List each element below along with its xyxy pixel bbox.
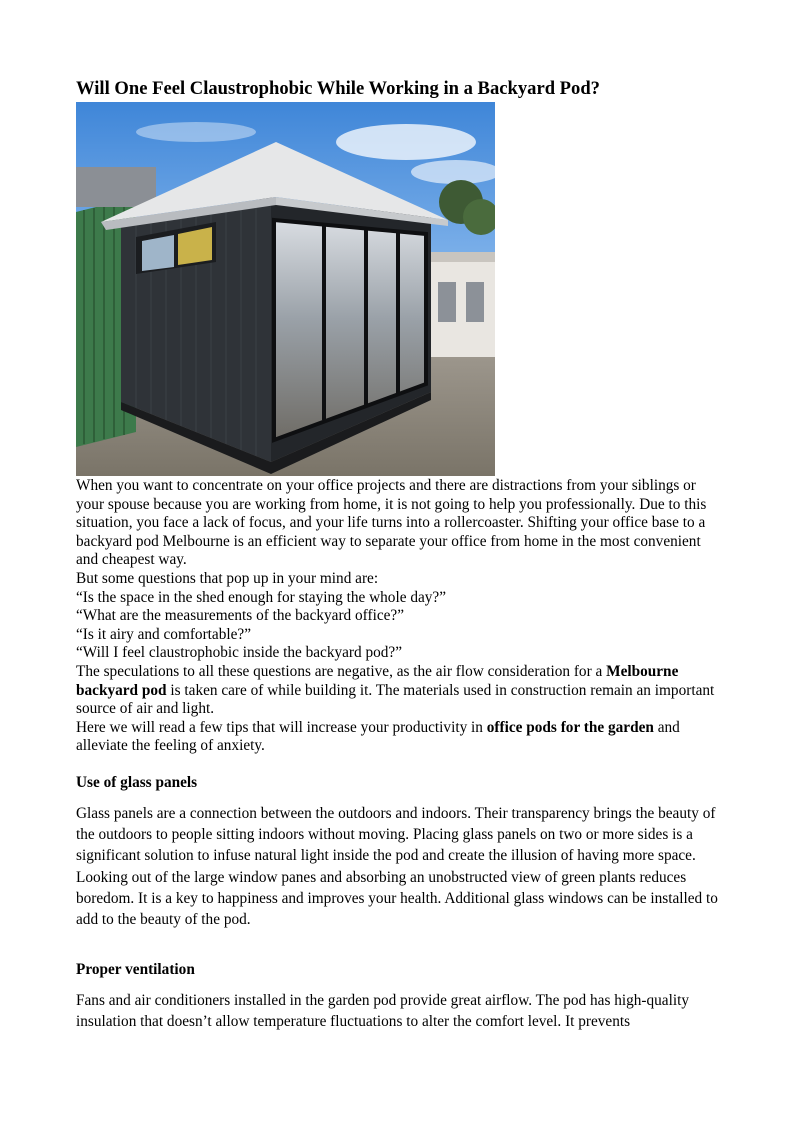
melbourne-backyard-pod-keyword: Melbourne backyard pod — [76, 662, 679, 699]
section-heading-ventilation: Proper ventilation — [76, 961, 195, 979]
speculation-paragraph — [76, 663, 718, 719]
office-pods-keyword: office pods for the garden — [486, 718, 654, 736]
article-title: Will One Feel Claustrophobic While Working in a Backyard Pod? — [76, 78, 600, 99]
question-line: “What are the measurements of the backyard office?” — [76, 607, 405, 625]
backyard-pod-photo — [76, 102, 495, 476]
speculation-text-post: is taken care of while building it. The materials used in construction remain an important source of air and light. — [76, 681, 715, 718]
speculation-text-pre: The speculations to all these questions are negative, as the air flow consideration for a — [76, 662, 607, 680]
question-line: “Is it airy and comfortable?” — [76, 625, 251, 643]
tips-text-pre: Here we will read a few tips that will increase your productivity in — [76, 718, 487, 736]
questions-lead: But some questions that pop up in your mind are: — [76, 569, 379, 587]
section-body-ventilation: Fans and air conditioners installed in the garden pod provide great airflow. The pod has high-quality insulation that doesn’t allow temperature fluctuations to alter the comfort level. It prevents — [76, 992, 689, 1031]
section-body-glass-panels: Glass panels are a connection between the outdoors and indoors. Their transparency brings the beauty of the outdoors to people sitting indoors without moving. Placing glass panels on two or more sides is a significant solution to infuse natural light inside the pod and create the illusion of having more space. Looking out of the large window panes and absorbing an unobstructed view of green plants reduces boredom. It is a key to happiness and improves your health. Additional glass windows can be installed to add to the beauty of the pod. — [76, 804, 718, 928]
tips-paragraph — [76, 719, 718, 756]
section-heading-glass-panels: Use of glass panels — [76, 773, 198, 791]
question-line: “Is the space in the shed enough for staying the whole day?” — [76, 588, 446, 606]
question-line: “Will I feel claustrophobic inside the backyard pod?” — [76, 644, 403, 662]
article-body — [76, 78, 718, 1033]
intro-paragraph: When you want to concentrate on your office projects and there are distractions from your siblings or your spouse because you are working from home, it is not going to help you professionally. Due to this situation, you face a lack of focus, and your life turns into a rollercoaster. Shifting your office base to a backyard pod Melbourne is an efficient way to separate your office from home in the most convenient and cheapest way. — [76, 477, 707, 569]
tips-text-post: and alleviate the feeling of anxiety. — [76, 718, 680, 755]
